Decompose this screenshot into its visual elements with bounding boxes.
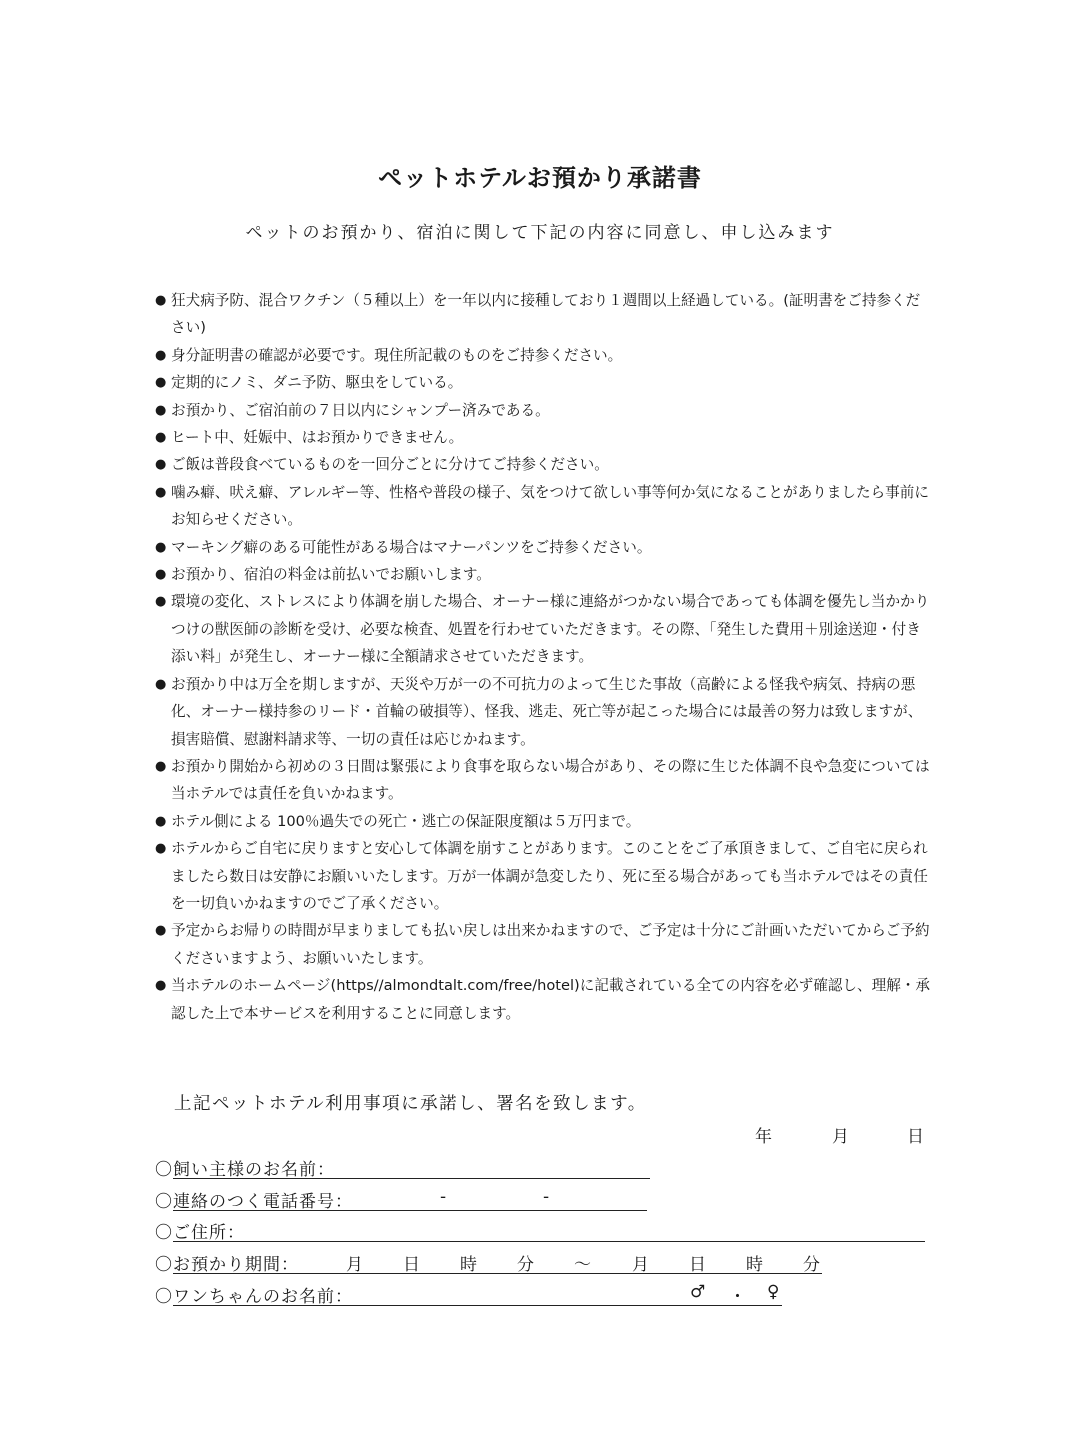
term-text: お預かり中は万全を期しますが、天災や万が一の不可抗力のよって生じた事故（高齢による怪我や病気、持病の悪化、オーナー様持参のリード・首輪の破損等）、怪我、逃走、死亡等が起こった場合には最善の努力は致しますが、損害賠償、慰謝料請求等、一切の責任は応じかねます。 [171, 675, 923, 748]
period-end-month-label: 月 [632, 1255, 649, 1275]
bullet-icon: ● [155, 841, 167, 857]
address-label: ご住所： [173, 1223, 245, 1243]
term-text: 狂犬病予防、混合ワクチン（５種以上）を一年以内に接種しており１週間以上経過している。(証明書をご持参ください) [171, 292, 921, 337]
term-item [155, 917, 930, 972]
bullet-icon: ● [155, 347, 167, 363]
period-start-month-label: 月 [346, 1255, 363, 1275]
document-subtitle: ペットのお預かり、宿泊に関して下記の内容に同意し、申し込みます [245, 223, 835, 243]
term-item [155, 671, 930, 753]
date-day-label: 日 [907, 1127, 924, 1147]
document-title: ペットホテルお預かり承諾書 [378, 164, 702, 192]
circle-icon: 〇 [155, 1192, 173, 1212]
consent-statement: 上記ペットホテル利用事項に承諾し、署名を致します。 [174, 1094, 647, 1114]
bullet-icon: ● [155, 567, 167, 583]
term-text: ご飯は普段食べているものを一回分ごとに分けてご持参ください。 [171, 456, 609, 474]
phone-field[interactable] [173, 1187, 647, 1211]
term-item [155, 808, 930, 835]
period-tilde: ～ [574, 1255, 591, 1275]
term-item [155, 287, 930, 342]
bullet-icon: ● [155, 375, 167, 391]
female-icon[interactable]: ♀ [767, 1282, 780, 1302]
period-end-day-label: 日 [689, 1255, 706, 1275]
date-year-label: 年 [755, 1127, 772, 1147]
bullet-icon: ● [155, 978, 167, 994]
term-item [155, 534, 930, 561]
term-item [155, 479, 930, 534]
term-item [155, 835, 930, 917]
bullet-icon: ● [155, 293, 167, 308]
period-end-minute-label: 分 [803, 1255, 820, 1275]
phone-separator-2: - [543, 1187, 550, 1207]
terms-list [155, 287, 930, 1027]
bullet-icon: ● [155, 758, 167, 774]
bullet-icon: ● [155, 676, 167, 692]
term-item [155, 972, 930, 1027]
phone-label: 連絡のつく電話番号： [173, 1192, 353, 1212]
owner-name-label: 飼い主様のお名前： [173, 1160, 335, 1180]
term-text: お預かり、宿泊の料金は前払いでお願いします。 [171, 566, 491, 584]
bullet-icon: ● [155, 813, 167, 829]
male-icon[interactable]: ♂ [690, 1282, 706, 1302]
address-field[interactable] [173, 1218, 925, 1242]
term-text: お預かり、ご宿泊前の７日以内にシャンプー済みである。 [171, 401, 550, 419]
circle-icon: 〇 [155, 1287, 173, 1307]
period-start-day-label: 日 [403, 1255, 420, 1275]
period-start-minute-label: 分 [517, 1255, 534, 1275]
dog-name-label: ワンちゃんのお名前： [173, 1287, 353, 1307]
circle-icon: 〇 [155, 1223, 173, 1243]
term-item [155, 588, 930, 670]
bullet-icon: ● [155, 457, 167, 473]
period-end-hour-label: 時 [746, 1255, 763, 1275]
term-text: マーキング癖のある可能性がある場合はマナーパンツをご持参ください。 [171, 538, 652, 556]
bullet-icon: ● [155, 539, 167, 555]
term-item [155, 342, 930, 369]
dog-name-field[interactable] [173, 1282, 782, 1306]
term-text: ホテルからご自宅に戻りますと安心して体調を崩すことがあります。このことをご了承頂きまして、ご自宅に戻られましたら数日は安静にお願いいたします。万が一体調が急変したり、死に至る場合があっても当ホテルではその責任を一切負いかねますのでご了承ください。 [171, 840, 928, 912]
bullet-icon: ● [155, 402, 167, 418]
term-item [155, 397, 930, 424]
term-text: お預かり開始から初めの３日間は緊張により食事を取らない場合があり、その際に生じた体調不良や急変については当ホテルでは責任を負いかねます。 [171, 757, 930, 803]
gender-separator: ・ [729, 1287, 746, 1307]
circle-icon: 〇 [155, 1255, 173, 1275]
term-item [155, 369, 930, 396]
term-item [155, 424, 930, 451]
term-item [155, 451, 930, 478]
bullet-icon: ● [155, 594, 167, 610]
bullet-icon: ● [155, 923, 167, 939]
term-text: 予定からお帰りの時間が早まりましても払い戻しは出来かねますので、ご予定は十分にご計画いただいてからご予約くださいますよう、お願いいたします。 [171, 922, 930, 967]
bullet-icon: ● [155, 484, 167, 500]
phone-separator-1: - [440, 1187, 447, 1207]
bullet-icon: ● [155, 430, 167, 446]
period-label: お預かり期間： [173, 1255, 299, 1275]
term-text: 定期的にノミ、ダニ予防、駆虫をしている。 [171, 374, 463, 392]
term-item [155, 753, 930, 808]
term-item [155, 561, 930, 588]
term-text: ヒート中、妊娠中、はお預かりできません。 [171, 429, 464, 447]
date-month-label: 月 [832, 1127, 849, 1147]
period-start-hour-label: 時 [460, 1255, 477, 1275]
period-field[interactable] [173, 1250, 822, 1274]
owner-name-field[interactable] [173, 1155, 650, 1179]
term-text: 身分証明書の確認が必要です。現住所記載のものをご持参ください。 [171, 346, 623, 364]
term-text: 当ホテルのホームページ(https//almondtalt.com/free/hotel)に記載されている全ての内容を必ず確認し、理解・承認した上で本サービスを利用することに同意します。 [171, 977, 930, 1022]
term-text: 環境の変化、ストレスにより体調を崩した場合、オーナー様に連絡がつかない場合であっても体調を優先し当かかりつけの獣医師の診断を受け、必要な検査、処置を行わせていただきます。その際、「発生した費用＋別途送迎・付き添い料」が発生し、オーナー様に全額請求させていただきます。 [171, 593, 930, 666]
term-text: 噛み癖、吠え癖、アレルギー等、性格や普段の様子、気をつけて欲しい事等何か気になることがありましたら事前にお知らせください。 [171, 483, 929, 529]
circle-icon: 〇 [155, 1160, 173, 1180]
term-text: ホテル側による 100％過失での死亡・逃亡の保証限度額は５万円まで。 [171, 812, 641, 830]
